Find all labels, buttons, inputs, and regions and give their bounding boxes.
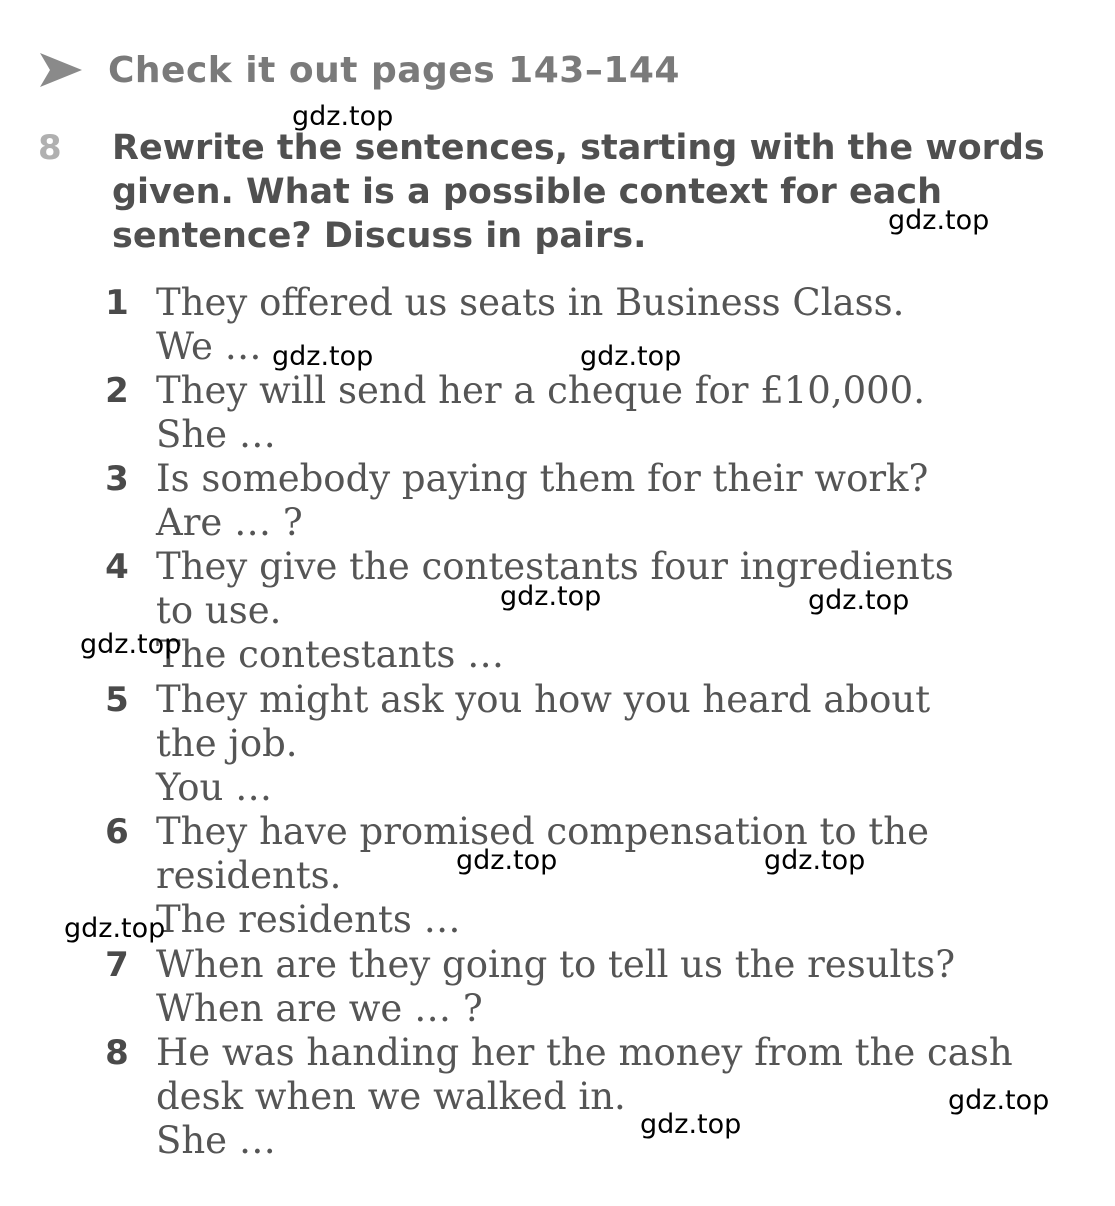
watermark: gdz.top	[948, 1085, 1050, 1116]
exercise-number: 8	[38, 128, 62, 168]
item-prompt: The residents …	[156, 898, 461, 941]
section-title: Check it out pages 143–144	[108, 49, 680, 91]
instruction-line: given. What is a possible context for each	[112, 172, 943, 212]
item-sentence: They have promised compensation to the	[156, 810, 930, 853]
item-number: 8	[105, 1033, 129, 1073]
item-number: 2	[105, 371, 129, 411]
instruction-line: Rewrite the sentences, starting with the words	[112, 128, 1045, 168]
item-sentence-continued: the job.	[156, 722, 298, 765]
watermark: gdz.top	[640, 1109, 742, 1140]
item-sentence-continued: to use.	[156, 589, 282, 632]
watermark: gdz.top	[64, 913, 166, 944]
item-prompt: When are we … ?	[156, 987, 483, 1030]
item-text	[156, 678, 1076, 810]
arrow-right-icon	[40, 53, 82, 87]
item-sentence: They give the contestants four ingredients	[156, 545, 954, 588]
item-prompt: The contestants …	[156, 633, 505, 676]
item-text	[156, 545, 1076, 677]
watermark: gdz.top	[272, 341, 374, 372]
item-sentence: They might ask you how you heard about	[156, 678, 931, 721]
item-text	[156, 1031, 1076, 1163]
item-text	[156, 457, 1076, 545]
item-sentence: Is somebody paying them for their work?	[156, 457, 929, 500]
item-sentence: He was handing her the money from the cash	[156, 1031, 1013, 1074]
watermark: gdz.top	[500, 581, 602, 612]
item-sentence: They offered us seats in Business Class.	[156, 281, 905, 324]
item-number: 4	[105, 547, 129, 587]
item-number: 5	[105, 680, 129, 720]
item-text	[156, 369, 1076, 457]
item-number: 1	[105, 283, 129, 323]
section-header	[40, 44, 680, 96]
item-sentence-continued: residents.	[156, 854, 342, 897]
watermark: gdz.top	[80, 629, 182, 660]
item-text	[156, 810, 1076, 942]
watermark: gdz.top	[764, 845, 866, 876]
watermark: gdz.top	[808, 585, 910, 616]
item-prompt: She …	[156, 413, 276, 456]
watermark: gdz.top	[580, 341, 682, 372]
item-number: 3	[105, 459, 129, 499]
item-number: 6	[105, 812, 129, 852]
instruction-line: sentence? Discuss in pairs.	[112, 216, 647, 256]
item-sentence: They will send her a cheque for £10,000.	[156, 369, 925, 412]
watermark: gdz.top	[888, 205, 990, 236]
item-prompt: She …	[156, 1119, 276, 1162]
item-prompt: Are … ?	[156, 501, 303, 544]
watermark: gdz.top	[292, 101, 394, 132]
item-sentence-continued: desk when we walked in.	[156, 1075, 626, 1118]
item-prompt: We …	[156, 325, 262, 368]
item-number: 7	[105, 945, 129, 985]
item-prompt: You …	[156, 766, 273, 809]
watermark: gdz.top	[456, 845, 558, 876]
exercise-instructions	[112, 126, 1052, 258]
item-sentence: When are they going to tell us the results?	[156, 943, 956, 986]
item-text	[156, 943, 1076, 1031]
